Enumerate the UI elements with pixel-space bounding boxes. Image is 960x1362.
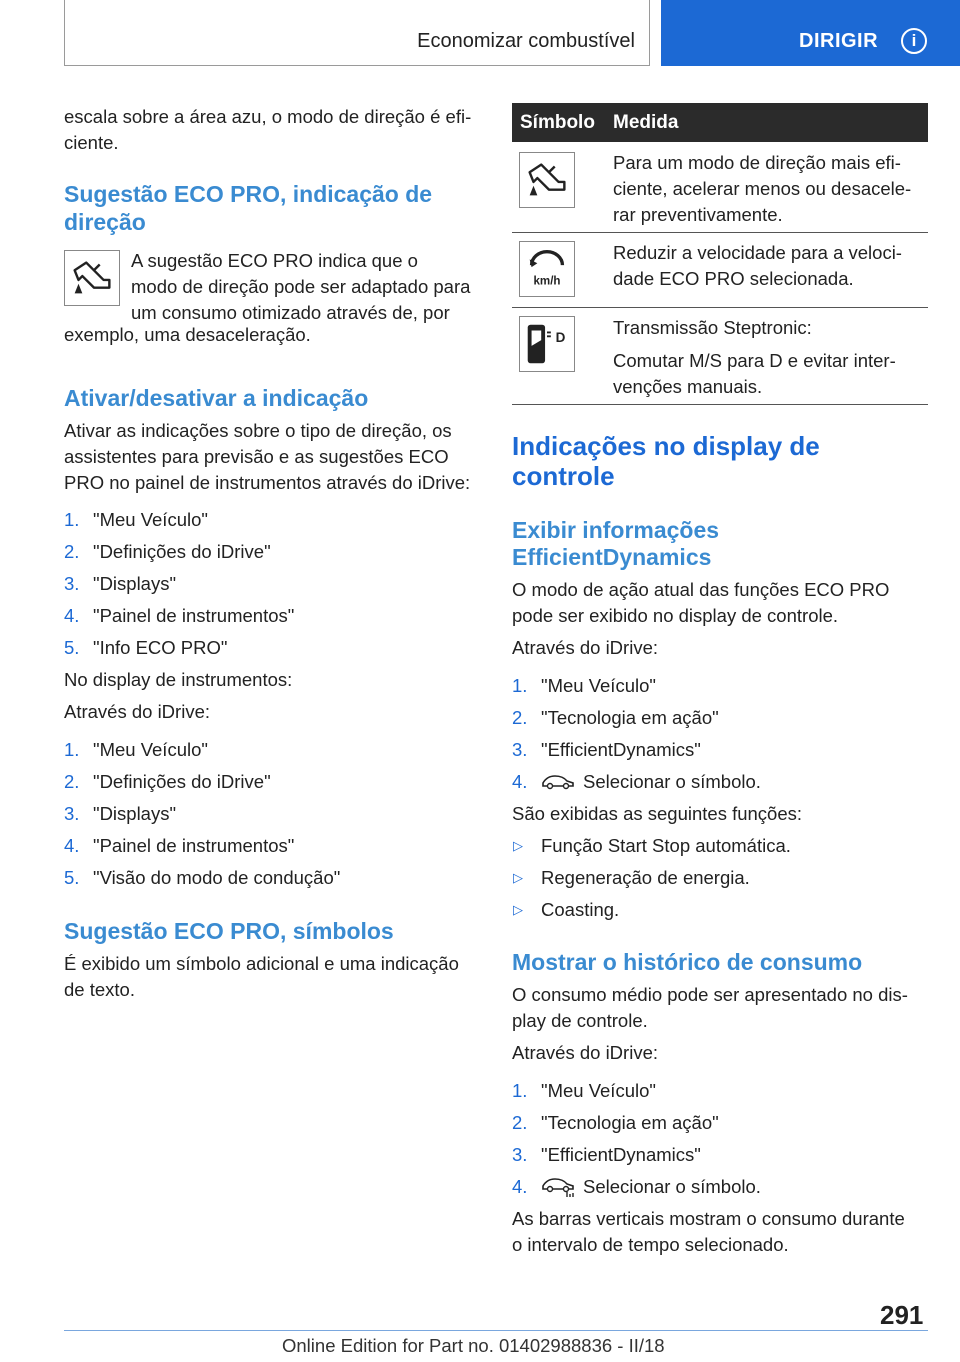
bullet-icon: ▷ xyxy=(513,838,523,853)
intro-line-1: escala sobre a área azu, o modo de direção é efi- xyxy=(64,106,472,127)
bars-line-1: As barras verticais mostram o consumo durante xyxy=(512,1208,905,1229)
table-row-2-line: dade ECO PRO selecionada. xyxy=(613,268,854,289)
gear-selector-d-label: D xyxy=(555,330,566,346)
list2-num: 4. xyxy=(64,835,80,856)
list4-item: "Meu Veículo" xyxy=(541,1080,656,1101)
via-idrive-right-2: Através do iDrive: xyxy=(512,1042,658,1063)
bars-line-2: o intervalo de tempo selecionado. xyxy=(512,1234,789,1255)
list1-item: "Displays" xyxy=(93,573,177,594)
list3-num: 4. xyxy=(512,771,528,792)
intro-line-2: ciente. xyxy=(64,132,119,153)
table-row-divider xyxy=(512,232,928,233)
table-row-3-line: venções manuais. xyxy=(613,376,763,397)
toggle-line-1: Ativar as indicações sobre o tipo de direção, os xyxy=(64,420,452,441)
heading-symbols: Sugestão ECO PRO, símbolos xyxy=(64,918,394,944)
toggle-line-3: PRO no painel de instrumentos através do iDrive: xyxy=(64,472,471,493)
list2-item: "Meu Veículo" xyxy=(93,739,208,760)
heading-display-1: Indicações no display de xyxy=(512,431,820,461)
list4-num: 1. xyxy=(512,1080,528,1101)
list4-num: 2. xyxy=(512,1112,528,1133)
table-row-divider xyxy=(512,404,928,405)
gear-selector-d-icon xyxy=(519,316,575,372)
bullet-item: Coasting. xyxy=(541,899,620,920)
heading-eco-hint-1: Sugestão ECO PRO, indicação de xyxy=(64,181,433,207)
list1-item: "Meu Veículo" xyxy=(93,509,208,530)
list1-item: "Info ECO PRO" xyxy=(93,637,228,658)
heading-display-2: controle xyxy=(512,461,615,491)
table-row-1-line: rar preventivamente. xyxy=(613,204,783,225)
heading-eco-hint-2: direção xyxy=(64,209,146,235)
eco-hint-line-1: A sugestão ECO PRO indica que o xyxy=(131,250,418,271)
bullet-icon: ▷ xyxy=(513,902,523,917)
list3-item: "Tecnologia em ação" xyxy=(541,707,719,728)
list3-num: 3. xyxy=(512,739,528,760)
heading-toggle: Ativar/desativar a indicação xyxy=(64,385,369,411)
list4-num: 4. xyxy=(512,1176,528,1197)
heading-history: Mostrar o histórico de consumo xyxy=(512,949,863,975)
bullet-icon: ▷ xyxy=(513,870,523,885)
list4-item: Selecionar o símbolo. xyxy=(583,1176,761,1197)
eco-hint-line-2: modo de direção pode ser adaptado para xyxy=(131,276,471,297)
speed-kmh-icon xyxy=(519,241,575,297)
list3-num: 1. xyxy=(512,675,528,696)
list1-num: 5. xyxy=(64,637,80,658)
table-row-divider xyxy=(512,307,928,308)
toggle-line-2: assistentes para previsão e as sugestões ECO xyxy=(64,446,449,467)
display-line: No display de instrumentos: xyxy=(64,669,293,690)
list3-item: Selecionar o símbolo. xyxy=(583,771,761,792)
list4-num: 3. xyxy=(512,1144,528,1165)
bullet-item: Função Start Stop automática. xyxy=(541,835,791,856)
table-row-3-line: Comutar M/S para D e evitar inter- xyxy=(613,350,896,371)
list1-item: "Painel de instrumentos" xyxy=(93,605,295,626)
history-line-1: O consumo médio pode ser apresentado no dis- xyxy=(512,984,908,1005)
table-header xyxy=(512,103,928,142)
table-row-3-line: Transmissão Steptronic: xyxy=(613,317,812,338)
table-row-2-line: Reduzir a velocidade para a veloci- xyxy=(613,242,902,263)
list2-num: 5. xyxy=(64,867,80,888)
table-row-1-line: ciente, acelerar menos ou desacele- xyxy=(613,178,912,199)
speed-kmh-label: km/h xyxy=(533,275,561,288)
chapter-tab-label: DIRIGIR xyxy=(799,30,879,52)
car-info-icon xyxy=(541,771,575,791)
list2-item: "Visão do modo de condução" xyxy=(93,867,341,888)
list4-item: "EfficientDynamics" xyxy=(541,1144,701,1165)
list2-num: 3. xyxy=(64,803,80,824)
footer-divider xyxy=(64,1330,928,1331)
list1-num: 2. xyxy=(64,541,80,562)
heading-info-1: Exibir informações xyxy=(512,517,720,543)
list4-item: "Tecnologia em ação" xyxy=(541,1112,719,1133)
col-measure-header: Medida xyxy=(613,112,679,133)
eco-pro-foot-icon xyxy=(64,250,120,306)
table-row-1-line: Para um modo de direção mais efi- xyxy=(613,152,901,173)
header-section-box xyxy=(64,0,650,66)
functions-line: São exibidas as seguintes funções: xyxy=(512,803,803,824)
list2-item: "Painel de instrumentos" xyxy=(93,835,295,856)
list2-item: "Definições do iDrive" xyxy=(93,771,271,792)
info-line-2: pode ser exibido no display de controle. xyxy=(512,605,839,626)
list1-item: "Definições do iDrive" xyxy=(93,541,271,562)
list2-item: "Displays" xyxy=(93,803,177,824)
list3-item: "Meu Veículo" xyxy=(541,675,656,696)
symbols-line-1: É exibido um símbolo adicional e uma indicação xyxy=(64,953,459,974)
header-section-title: Economizar combustível xyxy=(417,30,635,52)
via-idrive-right: Através do iDrive: xyxy=(512,637,658,658)
list1-num: 3. xyxy=(64,573,80,594)
col-symbol-header: Símbolo xyxy=(520,112,595,133)
bullet-item: Regeneração de energia. xyxy=(541,867,750,888)
list3-num: 2. xyxy=(512,707,528,728)
list1-num: 1. xyxy=(64,509,80,530)
list2-num: 2. xyxy=(64,771,80,792)
eco-hint-line-4: exemplo, uma desaceleração. xyxy=(64,324,311,345)
history-line-2: play de controle. xyxy=(512,1010,648,1031)
eco-hint-line-3: um consumo otimizado através de, por xyxy=(131,302,450,323)
page-number: 291 xyxy=(880,1300,924,1330)
footer-edition: Online Edition for Part no. 01402988836 - II/18 xyxy=(282,1335,665,1356)
info-icon[interactable]: i xyxy=(901,28,927,54)
info-line-1: O modo de ação atual das funções ECO PRO xyxy=(512,579,890,600)
symbols-line-2: de texto. xyxy=(64,979,135,1000)
list2-num: 1. xyxy=(64,739,80,760)
eco-pro-foot-icon xyxy=(519,152,575,208)
list3-item: "EfficientDynamics" xyxy=(541,739,701,760)
car-consumption-icon xyxy=(541,1176,575,1198)
via-idrive-left: Através do iDrive: xyxy=(64,701,210,722)
heading-info-2: EfficientDynamics xyxy=(512,544,712,570)
chapter-tab[interactable] xyxy=(661,0,960,66)
list1-num: 4. xyxy=(64,605,80,626)
